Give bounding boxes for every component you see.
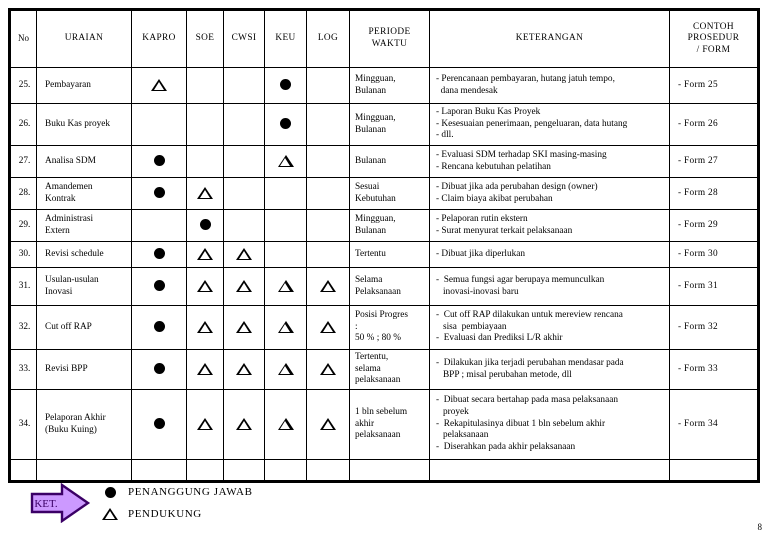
cell-no: 28. [10, 178, 37, 210]
cell-role-keu [265, 460, 307, 482]
keterangan-line: - Dibuat jika diperlukan [436, 248, 526, 259]
legend-entries [92, 481, 253, 525]
cell-uraian [37, 146, 132, 178]
open-triangle-icon [278, 155, 294, 167]
cell-uraian [37, 104, 132, 146]
cell-role-soe [187, 68, 224, 104]
cell-uraian [37, 268, 132, 306]
column-header-uraian: URAIAN [37, 10, 132, 68]
periode-line: Bulanan [355, 225, 386, 236]
periode-line: 50 % ; 80 % [355, 333, 401, 344]
open-triangle-icon [236, 321, 252, 333]
cell-role-soe [187, 242, 224, 268]
cell-no: 33. [10, 350, 37, 390]
keterangan-line: - Dibuat jika ada perubahan design (owner) [436, 181, 598, 192]
cell-periode-waktu [350, 242, 430, 268]
cell-role-cwsi [224, 242, 265, 268]
cell-role-soe [187, 146, 224, 178]
cell-keterangan [430, 178, 670, 210]
periode-line: Mingguan, [355, 213, 396, 224]
open-triangle-icon [278, 321, 294, 333]
uraian-line: Administrasi [45, 213, 94, 224]
periode-line: Kebutuhan [355, 193, 396, 204]
filled-circle-icon [200, 219, 211, 230]
cell-role-keu [265, 68, 307, 104]
cell-role-kapro [132, 350, 187, 390]
periode-line: Sesuai [355, 181, 380, 192]
cell-no: 25. [10, 68, 37, 104]
cell-no: 29. [10, 210, 37, 242]
column-header-contoh-line2: PROSEDUR [687, 33, 740, 44]
cell-contoh-form [670, 460, 759, 482]
keterangan-line: - Rencana kebutuhan pelatihan [436, 161, 551, 172]
column-header-soe: SOE [187, 10, 224, 68]
cell-role-keu [265, 390, 307, 460]
cell-role-soe [187, 390, 224, 460]
uraian-line: Pembayaran [45, 79, 91, 90]
column-header-contoh-line3: / FORM [696, 44, 731, 55]
periode-line: Tertentu, [355, 352, 389, 363]
cell-contoh-form: - Form 30 [670, 242, 759, 268]
cell-contoh-form: - Form 27 [670, 146, 759, 178]
column-header-keterangan: KETERANGAN [430, 10, 670, 68]
table-row [10, 210, 759, 242]
table-row [10, 350, 759, 390]
cell-role-log [307, 146, 350, 178]
cell-role-cwsi [224, 68, 265, 104]
cell-periode-waktu [350, 306, 430, 350]
cell-role-log [307, 210, 350, 242]
table-row [10, 146, 759, 178]
cell-role-keu [265, 306, 307, 350]
keterangan-line: - Claim biaya akibat perubahan [436, 193, 553, 204]
filled-circle-icon [154, 418, 165, 429]
cell-uraian [37, 350, 132, 390]
table-row [10, 104, 759, 146]
open-triangle-icon [197, 321, 213, 333]
cell-keterangan [430, 268, 670, 306]
cell-keterangan [430, 146, 670, 178]
cell-contoh-form: - Form 33 [670, 350, 759, 390]
cell-contoh-form: - Form 29 [670, 210, 759, 242]
periode-line: : [355, 321, 358, 332]
table-header [10, 10, 759, 68]
periode-line: Mingguan, [355, 112, 396, 123]
cell-role-log [307, 242, 350, 268]
cell-role-soe [187, 350, 224, 390]
table-body [10, 68, 759, 482]
filled-circle-icon [280, 79, 291, 90]
cell-role-cwsi [224, 390, 265, 460]
open-triangle-icon [320, 363, 336, 375]
cell-periode-waktu [350, 68, 430, 104]
keterangan-line: pelaksanaan [436, 430, 489, 441]
legend [30, 481, 350, 527]
cell-periode-waktu [350, 350, 430, 390]
cell-role-soe [187, 460, 224, 482]
periode-line: Tertentu [355, 248, 386, 259]
cell-role-log [307, 68, 350, 104]
keterangan-line: BPP ; misal perubahan metode, dll [436, 369, 572, 380]
cell-role-log [307, 390, 350, 460]
periode-line: Bulanan [355, 155, 386, 166]
cell-role-keu [265, 146, 307, 178]
periode-line: Bulanan [355, 124, 386, 135]
open-triangle-icon [236, 418, 252, 430]
cell-contoh-form: - Form 32 [670, 306, 759, 350]
filled-circle-icon [280, 118, 291, 129]
page-number: 8 [757, 522, 762, 532]
cell-contoh-form: - Form 31 [670, 268, 759, 306]
cell-keterangan [430, 350, 670, 390]
keterangan-line: - Perencanaan pembayaran, hutang jatuh tempo, [436, 73, 615, 84]
cell-periode-waktu [350, 104, 430, 146]
column-header-log: LOG [307, 10, 350, 68]
cell-contoh-form: - Form 34 [670, 390, 759, 460]
uraian-line: Buku Kas proyek [45, 118, 111, 129]
uraian-line: Revisi schedule [45, 248, 104, 259]
keterangan-line: - Laporan Buku Kas Proyek [436, 107, 541, 118]
open-triangle-icon [236, 248, 252, 260]
cell-role-cwsi [224, 306, 265, 350]
cell-keterangan [430, 68, 670, 104]
cell-periode-waktu [350, 146, 430, 178]
uraian-line: Extern [45, 225, 70, 236]
cell-role-cwsi [224, 268, 265, 306]
column-header-contoh-line1: CONTOH [693, 21, 734, 32]
cell-no: 26. [10, 104, 37, 146]
cell-role-kapro [132, 460, 187, 482]
open-triangle-icon [320, 280, 336, 292]
column-header-kapro: KAPRO [132, 10, 187, 68]
cell-keterangan [430, 460, 670, 482]
open-triangle-icon [278, 280, 294, 292]
cell-uraian [37, 242, 132, 268]
cell-role-kapro [132, 390, 187, 460]
table-row [10, 306, 759, 350]
cell-no: 27. [10, 146, 37, 178]
filled-circle-icon [154, 187, 165, 198]
keterangan-line: - Diserahkan pada akhir pelaksanaan [436, 441, 576, 452]
cell-role-cwsi [224, 146, 265, 178]
cell-role-log [307, 268, 350, 306]
filled-circle-icon [154, 280, 165, 291]
cell-keterangan [430, 306, 670, 350]
cell-no: 30. [10, 242, 37, 268]
periode-line: Selama [355, 274, 383, 285]
keterangan-line: proyek [436, 407, 469, 418]
uraian-line: Analisa SDM [45, 155, 96, 166]
open-triangle-icon [278, 363, 294, 375]
column-header-cwsi: CWSI [224, 10, 265, 68]
column-header-periode-line1: PERIODE [368, 27, 411, 38]
open-triangle-icon [197, 418, 213, 430]
cell-contoh-form: - Form 26 [670, 104, 759, 146]
cell-uraian [37, 178, 132, 210]
cell-role-kapro [132, 146, 187, 178]
cell-role-log [307, 306, 350, 350]
keterangan-line: - Cut off RAP dilakukan untuk mereview rencana [436, 310, 623, 321]
cell-role-keu [265, 210, 307, 242]
keterangan-line: - Dibuat secara bertahap pada masa pelaksanaan [436, 395, 618, 406]
periode-line: pelaksanaan [355, 430, 401, 441]
cell-role-keu [265, 242, 307, 268]
cell-role-cwsi [224, 460, 265, 482]
cell-contoh-form: - Form 25 [670, 68, 759, 104]
cell-role-log [307, 350, 350, 390]
open-triangle-icon [236, 280, 252, 292]
open-triangle-icon [278, 418, 294, 430]
keterangan-line: - Pelaporan rutin ekstern [436, 213, 528, 224]
cell-uraian [37, 306, 132, 350]
filled-circle-icon [154, 321, 165, 332]
cell-role-kapro [132, 210, 187, 242]
cell-role-kapro [132, 178, 187, 210]
cell-uraian [37, 210, 132, 242]
open-triangle-icon [320, 321, 336, 333]
cell-role-cwsi [224, 350, 265, 390]
cell-role-soe [187, 178, 224, 210]
cell-role-cwsi [224, 210, 265, 242]
cell-no: 34. [10, 390, 37, 460]
cell-periode-waktu [350, 178, 430, 210]
cell-periode-waktu [350, 210, 430, 242]
open-triangle-icon [92, 505, 128, 523]
periode-line: Posisi Progres [355, 310, 408, 321]
periode-line: 1 bln sebelum [355, 407, 408, 418]
cell-no: 32. [10, 306, 37, 350]
filled-circle-icon [154, 363, 165, 374]
periode-line: Bulanan [355, 85, 386, 96]
open-triangle-icon [236, 363, 252, 375]
keterangan-line: - Rekapitulasinya dibuat 1 bln sebelum akhir [436, 418, 606, 429]
keterangan-line: - Evaluasi SDM terhadap SKI masing-masing [436, 149, 607, 160]
column-header-keu: KEU [265, 10, 307, 68]
uraian-line: (Buku Kuing) [45, 424, 97, 435]
uraian-line: Pelaporan Akhir [45, 412, 106, 423]
cell-role-keu [265, 268, 307, 306]
uraian-line: Kontrak [45, 193, 76, 204]
table-row [10, 390, 759, 460]
periode-line: selama [355, 363, 381, 374]
column-header-periode-waktu [350, 10, 430, 68]
cell-periode-waktu [350, 460, 430, 482]
uraian-line: Cut off RAP [45, 321, 92, 332]
open-triangle-icon [197, 280, 213, 292]
cell-contoh-form: - Form 28 [670, 178, 759, 210]
cell-keterangan [430, 390, 670, 460]
cell-role-keu [265, 350, 307, 390]
column-header-no: No [10, 10, 37, 68]
cell-role-kapro [132, 268, 187, 306]
cell-role-cwsi [224, 104, 265, 146]
open-triangle-icon [151, 79, 167, 91]
cell-role-log [307, 460, 350, 482]
cell-role-kapro [132, 68, 187, 104]
cell-role-keu [265, 104, 307, 146]
cell-role-soe [187, 104, 224, 146]
cell-role-soe [187, 306, 224, 350]
cell-no: 31. [10, 268, 37, 306]
cell-keterangan [430, 104, 670, 146]
legend-item-pendukung [92, 503, 253, 525]
periode-line: Pelaksanaan [355, 286, 401, 297]
table-row [10, 178, 759, 210]
cell-uraian [37, 460, 132, 482]
table-row [10, 460, 759, 482]
keterangan-line: - Semua fungsi agar berupaya memunculkan [436, 274, 605, 285]
keterangan-line: - Evaluasi dan Prediksi L/R akhir [436, 333, 563, 344]
open-triangle-icon [197, 248, 213, 260]
open-triangle-icon [320, 418, 336, 430]
cell-no [10, 460, 37, 482]
keterangan-line: - dll. [436, 130, 454, 141]
keterangan-line: dana mendesak [436, 85, 498, 96]
header-row [10, 10, 759, 68]
filled-circle-icon [92, 483, 128, 501]
periode-line: Mingguan, [355, 73, 396, 84]
legend-label-penanggung-jawab: PENANGGUNG JAWAB [128, 486, 253, 498]
legend-label-pendukung: PENDUKUNG [128, 508, 202, 520]
ket-badge-arrow [30, 483, 92, 523]
table-row [10, 268, 759, 306]
cell-keterangan [430, 210, 670, 242]
open-triangle-icon [197, 187, 213, 199]
cell-periode-waktu [350, 268, 430, 306]
periode-line: pelaksanaan [355, 375, 401, 386]
table-row [10, 68, 759, 104]
cell-role-log [307, 178, 350, 210]
uraian-line: Revisi BPP [45, 363, 88, 374]
ket-arrow-icon [30, 483, 92, 523]
column-header-periode-line2: WAKTU [371, 39, 408, 49]
keterangan-line: - Surat menyurat terkait pelaksanaan [436, 225, 573, 236]
cell-role-kapro [132, 104, 187, 146]
cell-role-soe [187, 268, 224, 306]
table-row [10, 242, 759, 268]
periode-line: akhir [355, 418, 375, 429]
responsibility-matrix-table [8, 8, 760, 483]
cell-uraian [37, 68, 132, 104]
uraian-line: Usulan-usulan [45, 274, 99, 285]
cell-role-kapro [132, 306, 187, 350]
filled-circle-icon [154, 248, 165, 259]
keterangan-line: sisa pembiayaan [436, 321, 507, 332]
filled-circle-icon [154, 155, 165, 166]
keterangan-line: inovasi-inovasi baru [436, 286, 519, 297]
ket-badge-label: KET. [34, 498, 58, 510]
cell-periode-waktu [350, 390, 430, 460]
cell-role-soe [187, 210, 224, 242]
cell-role-cwsi [224, 178, 265, 210]
column-header-contoh-prosedur-form [670, 10, 759, 68]
legend-item-penanggung-jawab [92, 481, 253, 503]
keterangan-line: - Dilakukan jika terjadi perubahan mendasar pada [436, 357, 624, 368]
cell-uraian [37, 390, 132, 460]
uraian-line: Amandemen [45, 181, 93, 192]
cell-role-log [307, 104, 350, 146]
keterangan-line: - Kesesuaian penerimaan, pengeluaran, data hutang [436, 118, 628, 129]
cell-role-kapro [132, 242, 187, 268]
cell-role-keu [265, 178, 307, 210]
uraian-line: Inovasi [45, 286, 73, 297]
cell-keterangan [430, 242, 670, 268]
open-triangle-icon [197, 363, 213, 375]
